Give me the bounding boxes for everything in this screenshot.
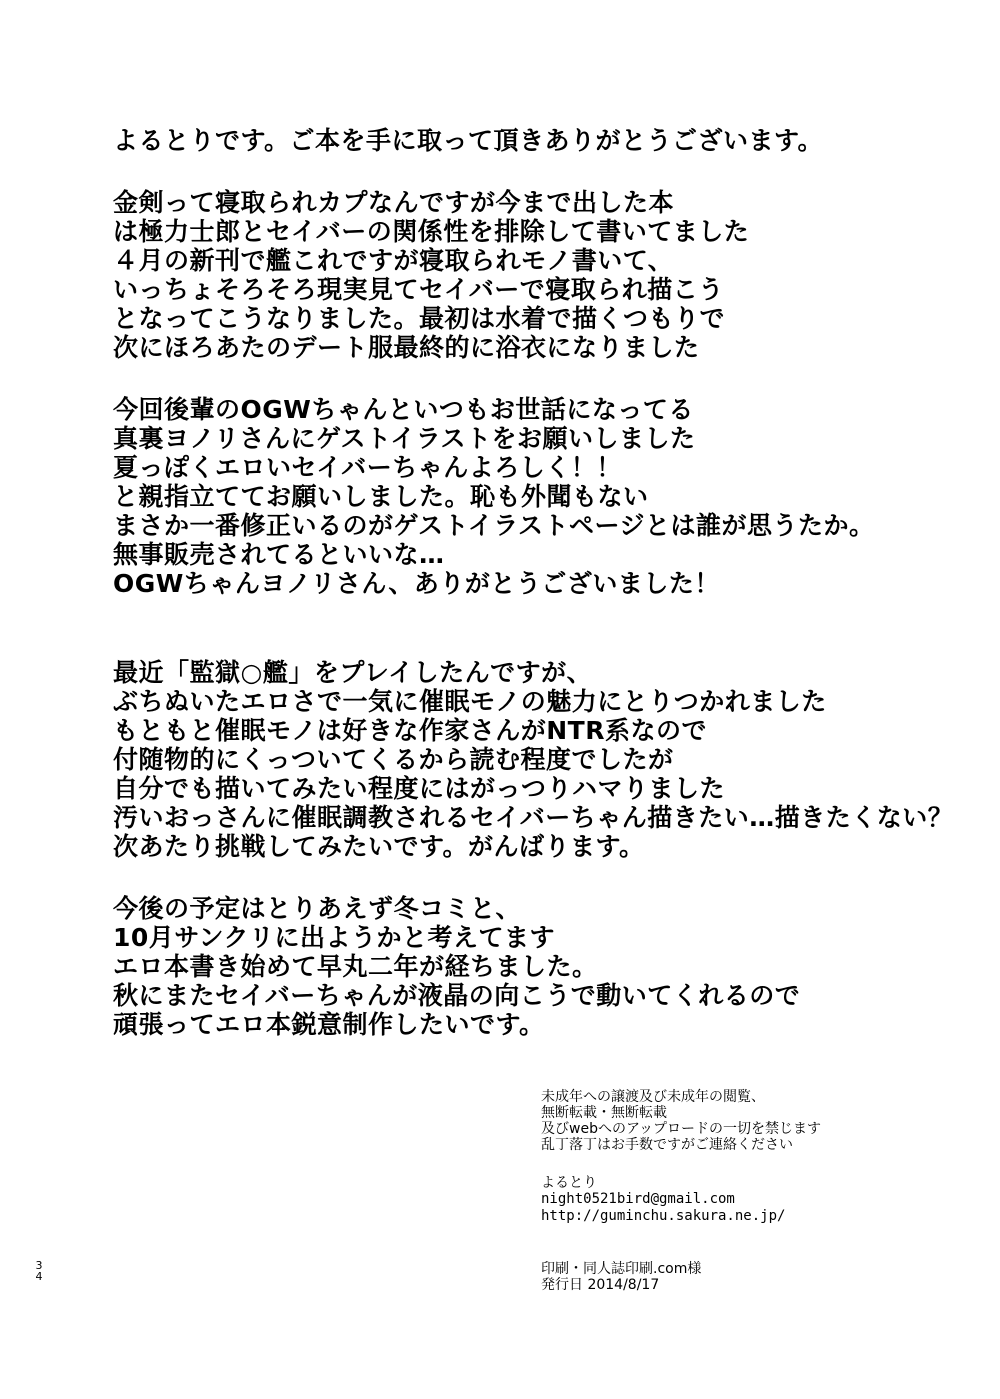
colophon xyxy=(541,1089,971,1293)
text-line: 付随物的にくっついてくるから読む程度でしたが xyxy=(113,745,674,774)
author-email: night0521bird@gmail.com xyxy=(541,1191,735,1207)
text-line: まさか一番修正いるのがゲストイラストページとは誰が思うたか。 xyxy=(113,511,875,540)
text-line: と親指立ててお願いしました。恥も外聞もない xyxy=(113,482,649,511)
paragraph-guest xyxy=(113,395,953,598)
author-url: http://guminchu.sakura.ne.jp/ xyxy=(541,1208,786,1224)
text-line: エロ本書き始めて早丸二年が経ちました。 xyxy=(113,952,598,981)
text-line: OGWちゃんヨノリさん、ありがとうございました！ xyxy=(113,569,720,598)
text-line: 夏っぽくエロいセイバーちゃんよろしく！！ xyxy=(113,453,622,482)
notice-line: 乱丁落丁はお手数ですがご連絡ください xyxy=(541,1137,793,1153)
text-line: 自分でも描いてみたい程度にはがっつりハマりました xyxy=(113,774,726,803)
text-line: 次にほろあたのデート服最終的に浴衣になりました xyxy=(113,333,700,362)
author-name: よるとり xyxy=(541,1175,597,1191)
issue-date: 発行日 2014/8/17 xyxy=(541,1277,660,1293)
text-line: ぶちぬいたエロさで一気に催眠モノの魅力にとりつかれました xyxy=(113,687,827,716)
paragraph-hypnosis xyxy=(113,658,953,861)
text-line: 今回後輩のOGWちゃんといつもお世話になってる xyxy=(113,395,694,424)
afterword-text xyxy=(113,126,953,1039)
printer-credit: 印刷・同人誌印刷.com様 xyxy=(541,1261,702,1277)
text-line: 秋にまたセイバーちゃんが液晶の向こうで動いてくれるので xyxy=(113,981,801,1010)
paragraph-plans xyxy=(113,894,953,1039)
notice-line: 未成年への譲渡及び未成年の閲覧、 xyxy=(541,1089,765,1105)
page-number-digit: 4 xyxy=(35,1270,43,1283)
text-line: 汚いおっさんに催眠調教されるセイバーちゃん描きたい…描きたくない？ xyxy=(113,803,954,832)
text-line: となってこうなりました。最初は水着で描くつもりで xyxy=(113,304,726,333)
text-line: 最近「監獄○艦」をプレイしたんですが、 xyxy=(113,658,593,687)
text-line: 頑張ってエロ本鋭意制作したいです。 xyxy=(113,1010,545,1039)
page-number-digit: 3 xyxy=(35,1259,43,1272)
text-line: 真裏ヨノリさんにゲストイラストをお願いしました xyxy=(113,424,696,453)
notice-line: 及びwebへのアップロードの一切を禁じます xyxy=(541,1121,821,1137)
text-line: は極力士郎とセイバーの関係性を排除して書いてました xyxy=(113,217,750,246)
text-line: 次あたり挑戦してみたいです。がんばります。 xyxy=(113,832,645,861)
text-line: 今後の予定はとりあえず冬コミと、 xyxy=(113,894,522,923)
page-number xyxy=(34,1260,44,1282)
text-line: 金剣って寝取られカプなんですが今まで出した本 xyxy=(113,188,675,217)
text-line: いっちょそろそろ現実見てセイバーで寝取られ描こう xyxy=(113,275,724,304)
text-line: よるとりです。ご本を手に取って頂きありがとうございます。 xyxy=(113,126,824,155)
text-line: 無事販売されてるといいな… xyxy=(113,540,445,569)
notice-line: 無断転載・無断転載 xyxy=(541,1105,667,1121)
text-line: ４月の新刊で艦これですが寝取られモノ書いて、 xyxy=(113,246,674,275)
text-line: 10月サンクリに出ようかと考えてます xyxy=(113,923,556,952)
paragraph-greeting xyxy=(113,126,953,155)
text-line: もともと催眠モノは好きな作家さんがNTR系なので xyxy=(113,716,707,745)
paragraph-background xyxy=(113,188,953,362)
